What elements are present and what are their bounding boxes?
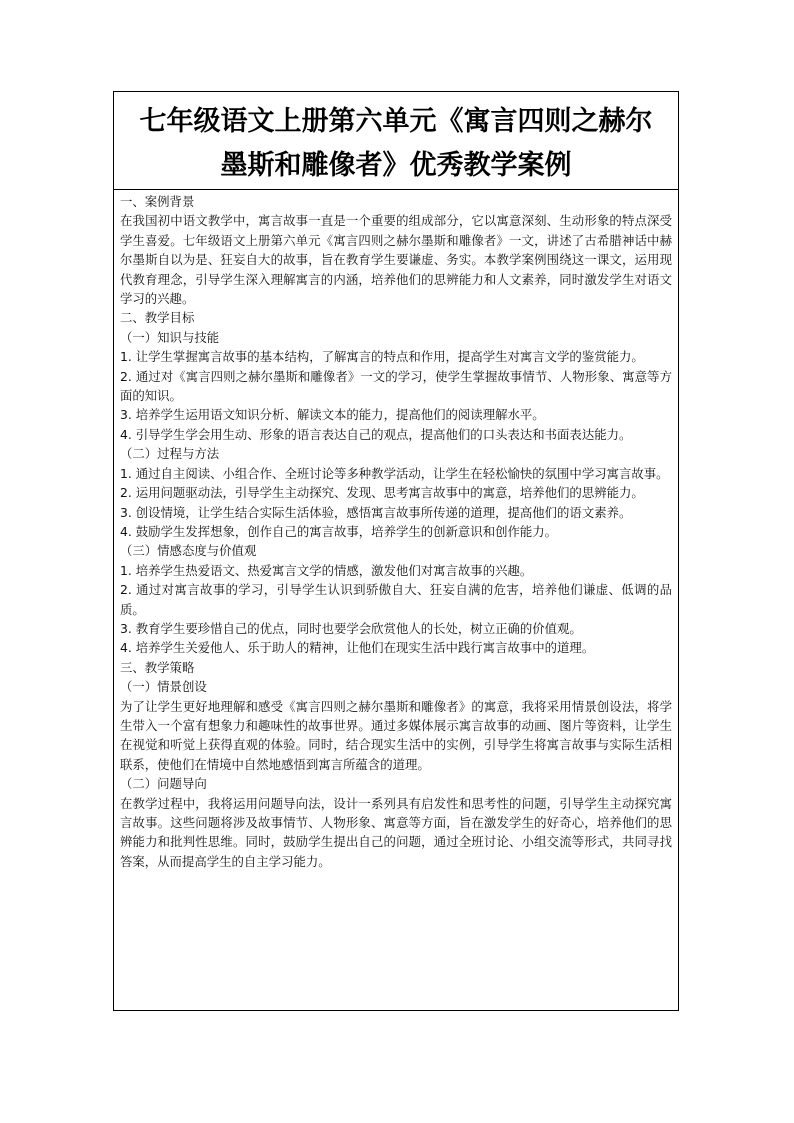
subheading-problem-oriented: （二）问题导向 bbox=[120, 776, 207, 792]
subheading-scenario: （一）情景创设 bbox=[120, 679, 207, 695]
document-table-cell bbox=[113, 91, 679, 1011]
list-item: 1. 让学生掌握寓言故事的基本结构，了解寓言的特点和作用，提高学生对寓言文学的鉴赏能力。 bbox=[120, 349, 644, 365]
list-item: 4. 引导学生学会用生动、形象的语言表达自己的观点，提高他们的口头表达和书面表达能力。 bbox=[120, 426, 632, 442]
section-heading-background: 一、案例背景 bbox=[120, 194, 195, 209]
document-body bbox=[114, 190, 678, 871]
subheading-emotions-values: （三）情感态度与价值观 bbox=[120, 543, 257, 559]
title-line-1: 七年级语文上册第六单元《寓言四则之赫尔 bbox=[139, 106, 653, 137]
section-heading-goals: 二、教学目标 bbox=[120, 310, 195, 326]
list-item: 2. 通过对《寓言四则之赫尔墨斯和雕像者》一文的学习，使学生掌握故事情节、人物形象、寓意等方面的知识。 bbox=[120, 368, 672, 404]
list-item: 2. 运用问题驱动法，引导学生主动探究、发现、思考寓言故事中的寓意，培养他们的思辨能力。 bbox=[120, 485, 644, 501]
section-heading-strategy: 三、教学策略 bbox=[120, 659, 195, 675]
subheading-process-methods: （二）过程与方法 bbox=[120, 446, 220, 462]
subheading-knowledge-skills: （一）知识与技能 bbox=[120, 329, 220, 345]
title-line-2: 墨斯和雕像者》优秀教学案例 bbox=[220, 150, 572, 181]
list-item: 2. 通过对寓言故事的学习，引导学生认识到骄傲自大、狂妄自满的危害，培养他们谦虚、低调的品质。 bbox=[120, 582, 672, 617]
document-title bbox=[114, 92, 678, 188]
list-item: 3. 培养学生运用语文知识分析、解读文本的能力，提高他们的阅读理解水平。 bbox=[120, 407, 545, 423]
list-item: 1. 通过自主阅读、小组合作、全班讨论等多种教学活动，让学生在轻松愉快的氛围中学习寓言故事。 bbox=[120, 465, 669, 481]
paragraph-scenario: 为了让学生更好地理解和感受《寓言四则之赫尔墨斯和雕像者》的寓意，我将采用情景创设法，将学生带入一个富有想象力和趣味性的故事世界。通过多媒体展示寓言故事的动画、图片等资料，让学生在视觉和听觉上获得直观的体验。同时，结合现实生活中的实例，引导学生将寓言故事与实际生活相联系，使他们在情境中自然地感悟到寓言所蕴含的道理。 bbox=[120, 698, 672, 772]
paragraph-problem-oriented: 在教学过程中，我将运用问题导向法，设计一系列具有启发性和思考性的问题，引导学生主动探究寓言故事。这些问题将涉及故事情节、人物形象、寓意等方面，旨在激发学生的好奇心，培养他们的思辨能力和批判性思维。同时，鼓励学生提出自己的问题，通过全班讨论、小组交流等形式，共同寻找答案，从而提高学生的自主学习能力。 bbox=[120, 795, 672, 869]
list-item: 3. 教育学生要珍惜自己的优点，同时也要学会欣赏他人的长处，树立正确的价值观。 bbox=[120, 620, 582, 636]
paragraph-background: 在我国初中语文教学中，寓言故事一直是一个重要的组成部分，它以寓意深刻、生动形象的特点深受学生喜爱。七年级语文上册第六单元《寓言四则之赫尔墨斯和雕像者》一文，讲述了古希腊神话中赫尔墨斯自以为是、狂妄自大的故事，旨在教育学生要谦虚、务实。本教学案例围绕这一课文，运用现代教育理念，引导学生深入理解寓言的内涵，培养他们的思辨能力和人文素养，同时激发学生对语文学习的兴趣。 bbox=[120, 213, 672, 307]
list-item: 4. 培养学生关爱他人、乐于助人的精神，让他们在现实生活中践行寓言故事中的道理。 bbox=[120, 640, 595, 656]
list-item: 4. 鼓励学生发挥想象，创作自己的寓言故事，培养学生的创新意识和创作能力。 bbox=[120, 523, 558, 539]
list-item: 1. 培养学生热爱语文、热爱寓言文学的情感，激发他们对寓言故事的兴趣。 bbox=[120, 562, 533, 578]
list-item: 3. 创设情境，让学生结合实际生活体验，感悟寓言故事所传递的道理，提高他们的语文素养。 bbox=[120, 504, 632, 520]
